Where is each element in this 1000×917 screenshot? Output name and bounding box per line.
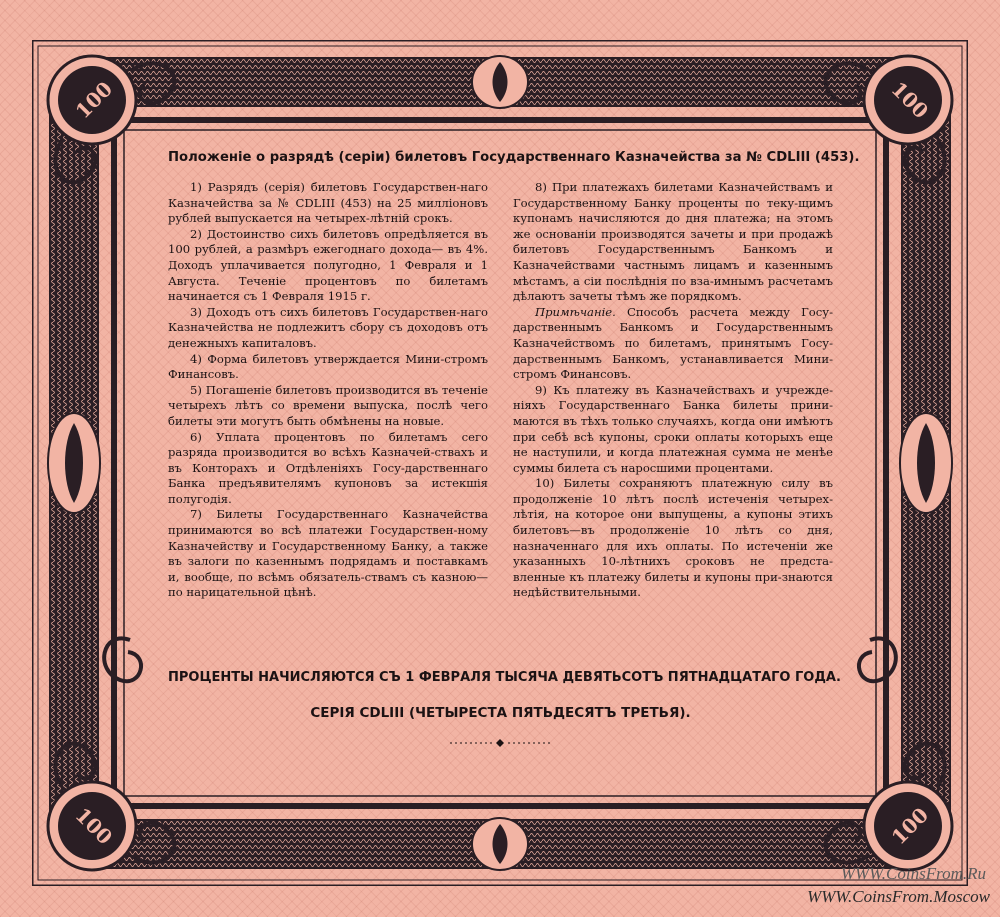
clause-2: 2) Достоинство сихъ билетовъ опредѣляется въ 100 рублей, а размѣръ ежегоднаго дохода— въ 4%. Доходъ уплачивается полугодно, 1 Февраля и 1 Августа. Теченiе процентовъ по билетамъ начинается съ 1 Февраля 1915 г. — [168, 226, 488, 304]
clause-6: 6) Уплата процентовъ по билетамъ сего разряда производится во всѣхъ Казначей-ствахъ и въ Конторахъ и Отдѣленiяхъ Госу-дарственнаго Банка предъявителямъ купоновъ за истекшiя полугодiя. — [168, 429, 488, 506]
corner-value-top-left: 100 — [70, 76, 118, 124]
note-label: Примѣчанiе. — [535, 304, 616, 319]
watermark-ru: WWW.CoinsFrom.Ru — [840, 864, 986, 883]
clause-9: 9) Къ платежу въ Казначействахъ и учрежде-нiяхъ Государственнаго Банка билеты прини-маются въ тѣхъ только случаяхъ, когда они имѣютъ при себѣ всѣ купоны, сроки оплаты которыхъ еще не наступили, и когда платежная сумма не менѣе суммы билета съ наросшими процентами. — [513, 382, 833, 475]
corner-value-bottom-right: 100 — [886, 802, 934, 850]
note-text: Способъ расчета между Госу-дарственнымъ Банкомъ и Государственнымъ Казначействомъ по билетамъ, принятымъ Госу-дарственнымъ Банкомъ, устанавливается Мини-стромъ Финансовъ. — [513, 304, 833, 382]
right-column — [513, 180, 833, 601]
clause-4: 4) Форма билетовъ утверждается Мини-стромъ Финансовъ. — [168, 351, 488, 382]
left-column — [168, 180, 488, 601]
corner-value-bottom-left: 100 — [70, 802, 118, 850]
clause-1: 1) Разрядъ (серiя) билетовъ Государствен-наго Казначейства за № CDLIII (453) на 25 миллiоновъ рублей выпускается на четырех-лѣтнiй срокъ. — [168, 180, 488, 226]
ornamental-divider — [450, 738, 550, 748]
series-line: СЕРIЯ CDLIII (ЧЕТЫРЕСТА ПЯТЬДЕСЯТЪ ТРЕТЬЯ). — [310, 705, 691, 721]
clause-5: 5) Погашенiе билетовъ производится въ теченiе четырехъ лѣтъ со времени выпуска, послѣ чего билеты эти могутъ быть обмѣнены на новые. — [168, 382, 488, 428]
clause-3: 3) Доходъ отъ сихъ билетовъ Государствен-наго Казначейства не подлежитъ сбору съ доходовъ отъ денежныхъ капиталовъ. — [168, 304, 488, 350]
note-paragraph — [513, 305, 833, 383]
text-panel — [168, 150, 860, 770]
corner-value-top-right: 100 — [886, 76, 934, 124]
clause-7: 7) Билеты Государственнаго Казначейства принимаются во всѣ платежи Государствен-ному Казначейству и Государственному Банку, а также въ залоги по казеннымъ подрядамъ и поставкамъ и, вообще, по всѣмъ обязатель-ствамъ съ казною—по нарицательной цѣнѣ. — [168, 507, 488, 600]
clause-8: 8) При платежахъ билетами Казначействамъ и Государственному Банку проценты по теку-щимъ купонамъ начисляются до дня платежа; на этомъ же основанiи производятся зачеты и при продажѣ билетовъ Государственнымъ Банкомъ и Казначействами частнымъ лицамъ и казеннымъ мѣстамъ, а сiи послѣднiя по вза-имнымъ расчетамъ дѣлаютъ зачеты тѣмъ же порядкомъ. — [513, 180, 833, 304]
interest-start-line: ПРОЦЕНТЫ НАЧИСЛЯЮТСЯ СЪ 1 ФЕВРАЛЯ ТЫСЯЧА ДЕВЯТЬСОТЪ ПЯТНАДЦАТАГО ГОДА. — [168, 670, 841, 685]
watermark-moscow: WWW.CoinsFrom.Moscow — [807, 887, 990, 906]
regulation-heading: Положенiе о разрядѣ (серiи) билетовъ Государственнаго Казначейства за № CDLIII (453). — [168, 150, 860, 165]
clause-10: 10) Билеты сохраняютъ платежную силу въ продолженiе 10 лѣтъ послѣ истеченiя четырех-лѣтiя, на которое они выпущены, а купоны этихъ билетовъ—въ продолженiе 10 лѣтъ со дня, назначеннаго для ихъ оплаты. По истеченiи же указанныхъ 10-лѣтнихъ сроковъ не предста-вленные къ платежу билеты и купоны при-знаются недѣйствительными. — [513, 476, 833, 600]
